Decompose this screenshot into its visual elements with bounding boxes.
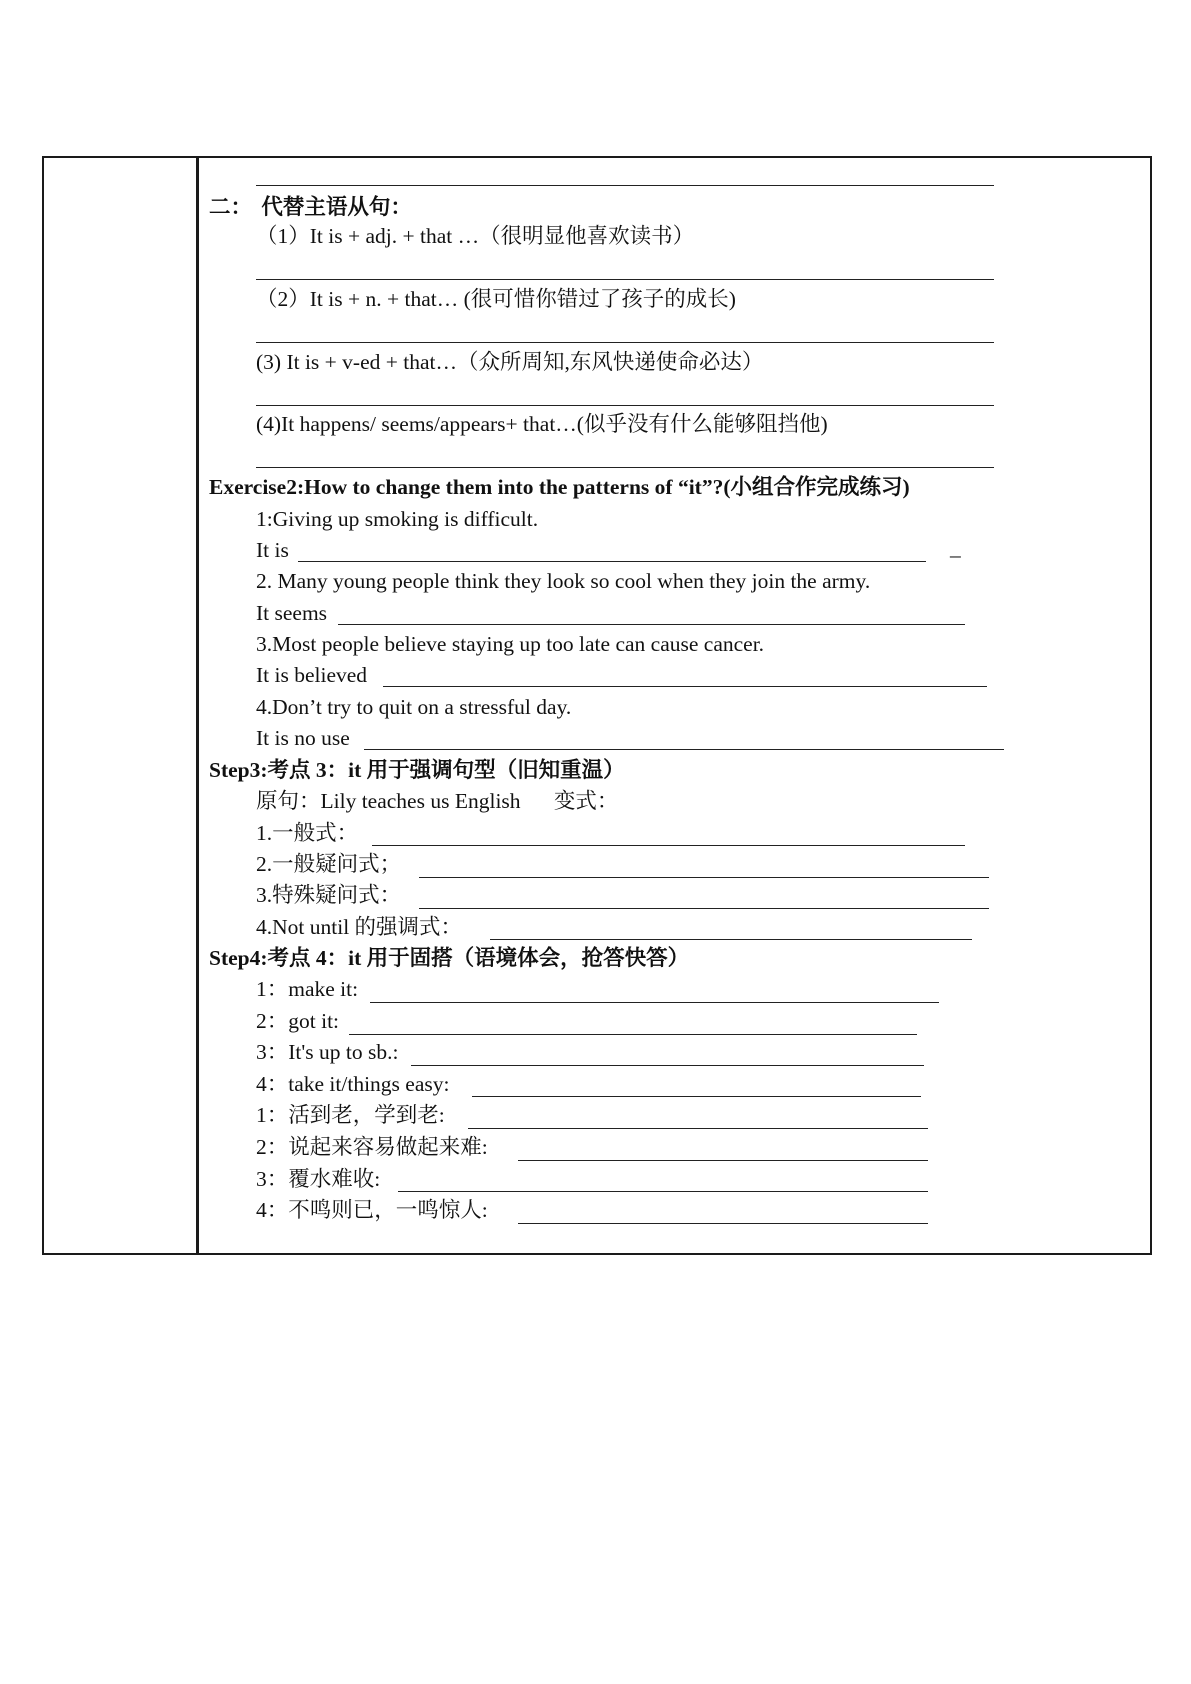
section-heading-text: 代替主语从句： <box>261 195 412 219</box>
answer-line <box>490 939 972 940</box>
original-sentence <box>256 787 618 815</box>
answer-line <box>419 877 989 878</box>
answer-line <box>518 1223 928 1224</box>
table-frame <box>42 156 1152 1255</box>
exercise-sentence: 2. Many young people think they look so cool when they join the army. <box>256 569 871 593</box>
step4-item: 3：It's up to sb.: <box>256 1040 399 1064</box>
answer-line <box>370 1002 939 1003</box>
answer-line <box>256 405 994 406</box>
step4-item: 2：说起来容易做起来难: <box>256 1135 488 1159</box>
answer-line <box>411 1065 924 1066</box>
pattern-1: （1）It is + adj. + that …（很明显他喜欢读书） <box>256 224 695 248</box>
answer-line <box>419 908 989 909</box>
answer-line <box>383 686 987 687</box>
exercise-prompt: It is believed <box>256 663 368 687</box>
answer-line <box>349 1034 917 1035</box>
answer-line <box>338 624 965 625</box>
answer-line <box>468 1128 928 1129</box>
variant-label: 变式： <box>553 789 619 813</box>
step3-item: 4.Not until 的强调式： <box>256 915 463 939</box>
step4-item: 3：覆水难收: <box>256 1167 381 1191</box>
answer-line <box>364 749 1004 750</box>
answer-line <box>298 561 926 562</box>
section-heading-prefix: 二： <box>209 195 253 219</box>
exercise2-title: Exercise2:How to change them into the patterns of “it”?(小组合作完成练习) <box>209 475 910 499</box>
answer-line <box>256 467 994 468</box>
exercise-prompt: It is <box>256 538 289 562</box>
step3-item: 2.一般疑问式； <box>256 852 402 876</box>
section-heading <box>209 193 412 221</box>
answer-line <box>256 279 994 280</box>
column-divider <box>196 156 199 1255</box>
answer-line <box>256 185 994 186</box>
step3-item: 3.特殊疑问式： <box>256 883 402 907</box>
original-label: 原句：Lily teaches us English <box>256 789 521 813</box>
step3-item: 1.一般式： <box>256 821 359 845</box>
step4-title: Step4:考点 4：it 用于固搭（语境体会，抢答快答） <box>209 946 690 970</box>
step4-item: 4：take it/things easy: <box>256 1072 450 1096</box>
answer-line <box>256 342 994 343</box>
pattern-3: (3) It is + v-ed + that…（众所周知,东风快递使命必达） <box>256 350 764 374</box>
exercise-sentence: 1:Giving up smoking is difficult. <box>256 507 539 531</box>
pattern-4: (4)It happens/ seems/appears+ that…(似乎没有什么能够阻挡他) <box>256 412 828 436</box>
step3-title: Step3:考点 3：it 用于强调句型（旧知重温） <box>209 758 625 782</box>
answer-line <box>472 1096 921 1097</box>
answer-line <box>398 1191 928 1192</box>
answer-line <box>518 1160 928 1161</box>
step4-item: 4：不鸣则已，一鸣惊人: <box>256 1198 488 1222</box>
step4-item: 1：活到老，学到老: <box>256 1103 445 1127</box>
exercise-sentence: 3.Most people believe staying up too late can cause cancer. <box>256 632 765 656</box>
pattern-2: （2）It is + n. + that… (很可惜你错过了孩子的成长) <box>256 287 736 311</box>
step4-item: 2：got it: <box>256 1009 340 1033</box>
step4-item: 1：make it: <box>256 977 359 1001</box>
exercise-trailing-mark: _ <box>950 536 961 560</box>
exercise-prompt: It is no use <box>256 726 350 750</box>
answer-line <box>372 845 965 846</box>
exercise-prompt: It seems <box>256 601 328 625</box>
exercise-sentence: 4.Don’t try to quit on a stressful day. <box>256 695 572 719</box>
